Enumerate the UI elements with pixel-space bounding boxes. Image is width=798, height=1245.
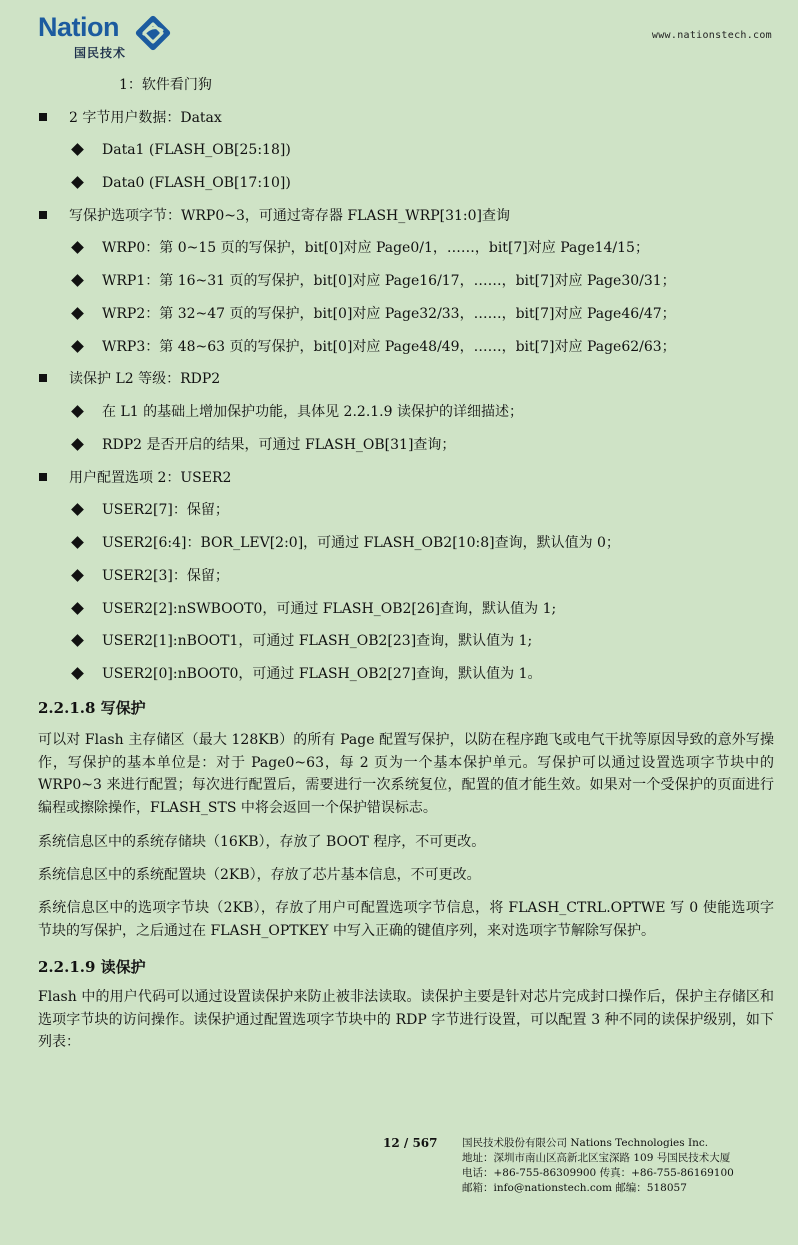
section-heading-write-protection: 2.2.1.8 写保护	[38, 699, 146, 717]
diamond-bullet-icon	[71, 241, 84, 254]
company-address: 地址：深圳市南山区高新北区宝深路 109 号国民技术大厦	[462, 1152, 731, 1164]
list-item: 1：软件看门狗	[119, 77, 212, 93]
company-email: 邮箱：info@nationstech.com 邮编：518057	[462, 1182, 687, 1194]
diamond-bullet-icon	[71, 307, 84, 320]
list-item: Data0 (FLASH_OB[17:10])	[102, 175, 291, 191]
paragraph: 可以对 Flash 主存储区（最大 128KB）的所有 Page 配置写保护，以防在程序跑飞或电气干扰等原因导致的意外写操作，写保护的基本单位是：对于 Page0~63，每 2 页为一个基本保护单元。写保护可以通过设置选项字节块中的 WRP0~3 来进行配置；每次进行配置后，需要进行一次系统复位，配置的值才能生效。如果对一个受保护的页面进行编程或擦除操作，FLASH_STS 中将会返回一个保护错误标志。	[38, 732, 774, 816]
list-item: USER2[2]:nSWBOOT0，可通过 FLASH_OB2[26]查询，默认值为 1;	[102, 601, 557, 617]
diamond-bullet-icon	[71, 340, 84, 353]
page-number: 12 / 567	[383, 1136, 438, 1150]
list-item: USER2[1]:nBOOT1，可通过 FLASH_OB2[23]查询，默认值为 1;	[102, 633, 533, 649]
company-name: 国民技术股份有限公司 Nations Technologies Inc.	[462, 1137, 709, 1149]
paragraph: 系统信息区中的选项字节块（2KB），存放了用户可配置选项字节信息，将 FLASH_CTRL.OPTWE 写 0 使能选项字节块的写保护，之后通过在 FLASH_OPTKEY 中写入正确的键值序列，来对选项字节解除写保护。	[38, 900, 774, 939]
paragraph: Flash 中的用户代码可以通过设置读保护来防止被非法读取。读保护主要是针对芯片完成封口操作后，保护主存储区和选项字节块的访问操作。读保护通过配置选项字节块中的 RDP 字节进行设置，可以配置 3 种不同的读保护级别，如下列表：	[38, 989, 774, 1050]
list-item: Data1 (FLASH_OB[25:18])	[102, 142, 291, 158]
nations-logo	[38, 12, 178, 62]
section-heading-read-protection: 2.2.1.9 读保护	[38, 958, 146, 976]
square-bullet-icon	[39, 473, 47, 481]
list-item: WRP2：第 32~47 页的写保护，bit[0]对应 Page32/33，……，bit[7]对应 Page46/47；	[102, 306, 676, 322]
square-bullet-icon	[39, 211, 47, 219]
list-item: 写保护选项字节：WRP0~3，可通过寄存器 FLASH_WRP[31:0]查询	[69, 208, 510, 224]
paragraph: 系统信息区中的系统存储块（16KB），存放了 BOOT 程序，不可更改。	[38, 834, 486, 850]
list-item: USER2[0]:nBOOT0，可通过 FLASH_OB2[27]查询，默认值为 1。	[102, 666, 542, 682]
list-item: WRP1：第 16~31 页的写保护，bit[0]对应 Page16/17，……，bit[7]对应 Page30/31；	[102, 273, 676, 289]
diamond-bullet-icon	[71, 536, 84, 549]
page-header	[0, 0, 798, 66]
company-info	[462, 1136, 734, 1196]
square-bullet-icon	[39, 374, 47, 382]
diamond-bullet-icon	[71, 274, 84, 287]
diamond-bullet-icon	[71, 569, 84, 582]
diamond-bullet-icon	[71, 405, 84, 418]
diamond-bullet-icon	[71, 503, 84, 516]
diamond-bullet-icon	[71, 143, 84, 156]
list-item: USER2[3]：保留；	[102, 568, 229, 584]
square-bullet-icon	[39, 113, 47, 121]
list-item: 在 L1 的基础上增加保护功能，具体见 2.2.1.9 读保护的详细描述；	[102, 404, 523, 420]
list-item: WRP3：第 48~63 页的写保护，bit[0]对应 Page48/49，……，bit[7]对应 Page62/63；	[102, 339, 676, 355]
diamond-bullet-icon	[71, 176, 84, 189]
list-item: USER2[6:4]：BOR_LEV[2:0]，可通过 FLASH_OB2[10:8]查询，默认值为 0；	[102, 535, 620, 551]
diamond-bullet-icon	[71, 602, 84, 615]
list-item: 用户配置选项 2：USER2	[69, 470, 232, 486]
diamond-bullet-icon	[71, 634, 84, 647]
list-item: USER2[7]：保留；	[102, 502, 229, 518]
diamond-bullet-icon	[71, 438, 84, 451]
logo-mark-icon	[134, 14, 172, 52]
company-phone: 电话：+86-755-86309900 传真：+86-755-86169100	[462, 1167, 734, 1179]
logo-subtext: 国民技术	[74, 46, 127, 60]
logo-wordmark: Nation	[38, 12, 119, 42]
list-item: RDP2 是否开启的结果，可通过 FLASH_OB[31]查询；	[102, 437, 456, 453]
list-item: 2 字节用户数据：Datax	[69, 110, 222, 126]
list-item: WRP0：第 0~15 页的写保护，bit[0]对应 Page0/1，……，bit[7]对应 Page14/15；	[102, 240, 649, 256]
list-item: 读保护 L2 等级：RDP2	[69, 371, 221, 387]
paragraph: 系统信息区中的系统配置块（2KB），存放了芯片基本信息，不可更改。	[38, 867, 481, 883]
diamond-bullet-icon	[71, 667, 84, 680]
website-url: www.nationstech.com	[651, 30, 772, 41]
